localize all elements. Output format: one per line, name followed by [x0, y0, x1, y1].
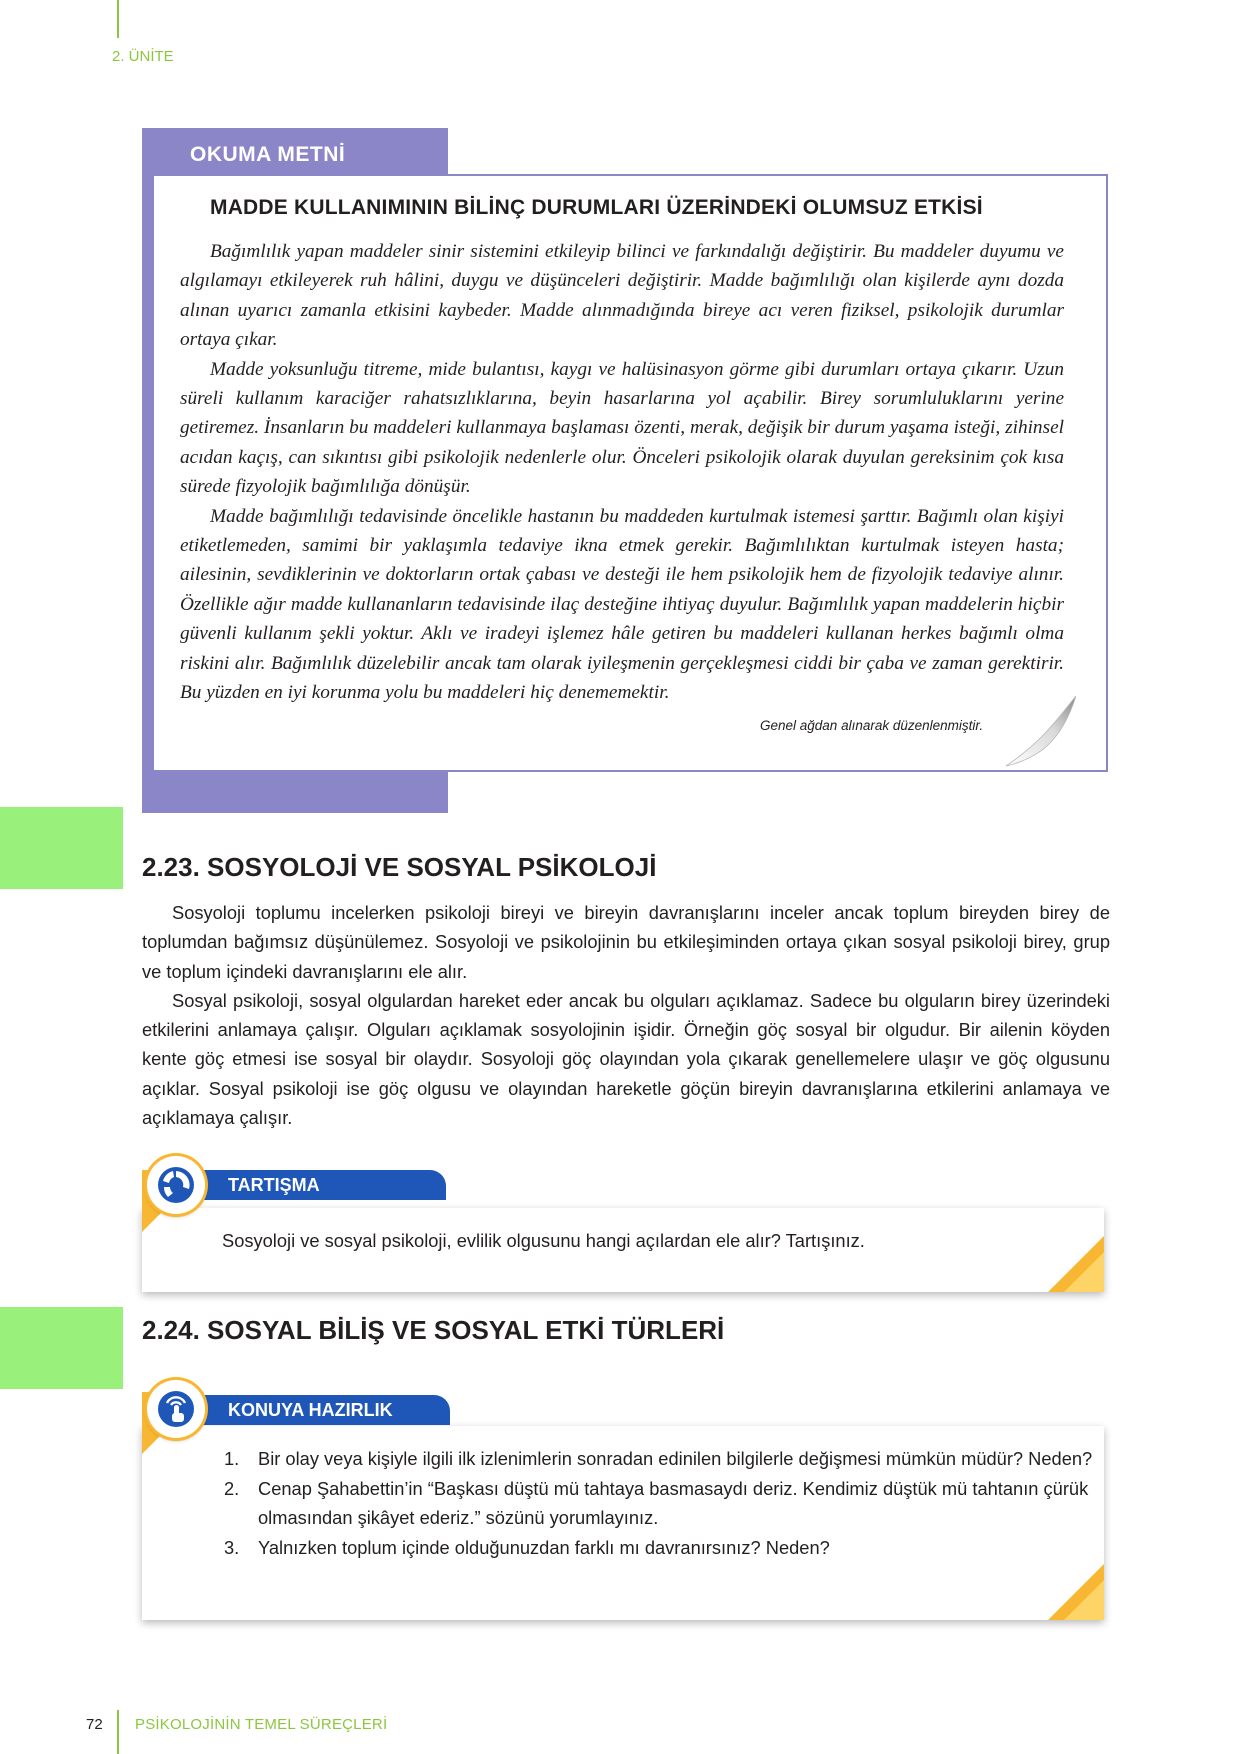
list-item: 3. Yalnızken toplum içinde olduğunuzdan farklı mı davranırsınız? Neden? — [224, 1536, 830, 1558]
reading-box-title: MADDE KULLANIMININ BİLİNÇ DURUMLARI ÜZERİNDEKİ OLUMSUZ ETKİSİ — [210, 196, 983, 219]
corner-fold-light — [1064, 1580, 1104, 1620]
discussion-badge — [147, 1156, 205, 1214]
reading-paragraph: Bağımlılık yapan maddeler sinir sistemini etkileyip bilinci ve farkındalığı değiştirir. Bu maddeler duyumu ve algılamayı etkileyerek ruh hâlini, duygu ve düşünceleri değiştirir. Madde bağımlılığı olan kişilerde aynı dozda alınan uyarıcı zamanla etkisini kaybeder. Madde alınmadığında bireye acı veren fiziksel, psikolojik durumlar ortaya çıkar. — [180, 241, 1064, 351]
section-marker-bar — [0, 1307, 123, 1389]
section-body-2-23 — [142, 898, 1110, 1132]
body-paragraph: Sosyoloji toplumu incelerken psikoloji bireyi ve bireyin davranışlarını inceler ancak toplum bireyden birey de toplumdan bağımsız düşünülemez. Sosyoloji ve psikolojinin bu etkileşiminden ortaya çıkan sosyal psikoloji birey, grup ve toplum içindeki davranışlarını ele alır. — [142, 902, 1110, 982]
section-title-2-24: 2.24. SOSYAL BİLİŞ VE SOSYAL ETKİ TÜRLERİ — [142, 1315, 725, 1345]
reading-box-body — [180, 237, 1064, 708]
footer-rule — [117, 1710, 119, 1754]
discussion-question: Sosyoloji ve sosyal psikoloji, evlilik olgusunu hangi açılardan ele alır? Tartışınız. — [222, 1230, 865, 1251]
touch-icon — [156, 1389, 196, 1429]
section-marker-bar — [0, 807, 123, 889]
discussion-tag: TARTIŞMA — [200, 1170, 446, 1200]
body-paragraph: Sosyal psikoloji, sosyal olgulardan hareket eder ancak bu olguları açıklamaz. Sadece bu olguların birey üzerindeki etkilerini anlamaya çalışır. Olguları açıklamak sosyolojinin işidir. Örneğin göç sosyal bir olgudur. Bir ailenin köyden kente göç etmesi ise sosyal bir olaydır. Sosyoloji göç olayından yola çıkarak genellemelere ulaşır ve göç olgusunu açıklar. Sosyal psikoloji ise göç olgusu ve olayından hareketle göçün bireyin davranışlarına etkilerini anlamaya ve açıklamaya çalışır. — [142, 989, 1110, 1129]
page-number: 72 — [86, 1716, 103, 1733]
discussion-icon — [156, 1165, 196, 1205]
section-title-2-23: 2.23. SOSYOLOJİ VE SOSYAL PSİKOLOJİ — [142, 852, 657, 882]
unit-label: 2. ÜNİTE — [112, 48, 174, 65]
page-curl-icon — [1000, 696, 1076, 768]
preparation-badge — [147, 1380, 205, 1438]
preparation-tag: KONUYA HAZIRLIK — [200, 1395, 450, 1425]
reading-box-tab: OKUMA METNİ — [190, 143, 346, 166]
list-item: 2. Cenap Şahabettin’in “Başkası düştü mü tahtaya basmasaydı deriz. Kendimiz düştük mü tahtanın çürük olmasından şikâyet ederiz.” sözünü yorumlayınız. — [224, 1477, 1089, 1528]
corner-fold-light — [1064, 1252, 1104, 1292]
preparation-question-list — [224, 1444, 1094, 1562]
reading-source-note: Genel ağdan alınarak düzenlenmiştir. — [760, 718, 984, 733]
list-item: 1. Bir olay veya kişiyle ilgili ilk izlenimlerin sonradan edinilen bilgilerle değişmesi mümkün müdür? Neden? — [224, 1448, 1093, 1469]
book-title: PSİKOLOJİNİN TEMEL SÜREÇLERİ — [135, 1716, 388, 1733]
reading-paragraph: Madde bağımlılığı tedavisinde öncelikle hastanın bu maddeden kurtulmak istemesi şarttır. Bağımlı olan kişiyi etiketlemeden, samimi bir yaklaşımla tedaviye ikna etmek gerekir. Bağımlılıktan kurtulmak isteyen hasta; ailesinin, sevdiklerinin ve doktorların ortak çabası ve desteği ile hem psikolojik hem de fizyolojik tedaviye alınır. Özellikle ağır madde kullananların tedavisinde ilaç desteğine ihtiyaç duyulur. Bağımlılık yapan maddelerin hiçbir güvenli kullanım şekli yoktur. Aklı ve iradeyi işlemez hâle getiren bu maddeleri kullanan herkes bağımlı olma riskini alır. Bağımlılık düzelebilir ancak tam olarak iyileşmenin gerçekleşmesi ciddi bir çaba ve zaman gerektirir. Bu yüzden en iyi korunma yolu bu maddeleri hiç denememektir. — [180, 505, 1064, 704]
header-rule — [117, 0, 119, 38]
reading-paragraph: Madde yoksunluğu titreme, mide bulantısı, kaygı ve halüsinasyon görme gibi durumları ortaya çıkarır. Uzun süreli kullanım karaciğer rahatsızlıklarına, beyin hasarlarına yol açabilir. Birey sorumluluklarını yerine getiremez. İnsanların bu maddeleri kullanmaya başlaması özenti, merak, değişik bir durum yaşama isteği, zihinsel acıdan kaçış, can sıkıntısı gibi psikolojik nedenlerle olur. Önceleri psikolojik olarak duyulan gereksinim çok kısa sürede fizyolojik bağımlılığa dönüşür. — [180, 358, 1064, 498]
